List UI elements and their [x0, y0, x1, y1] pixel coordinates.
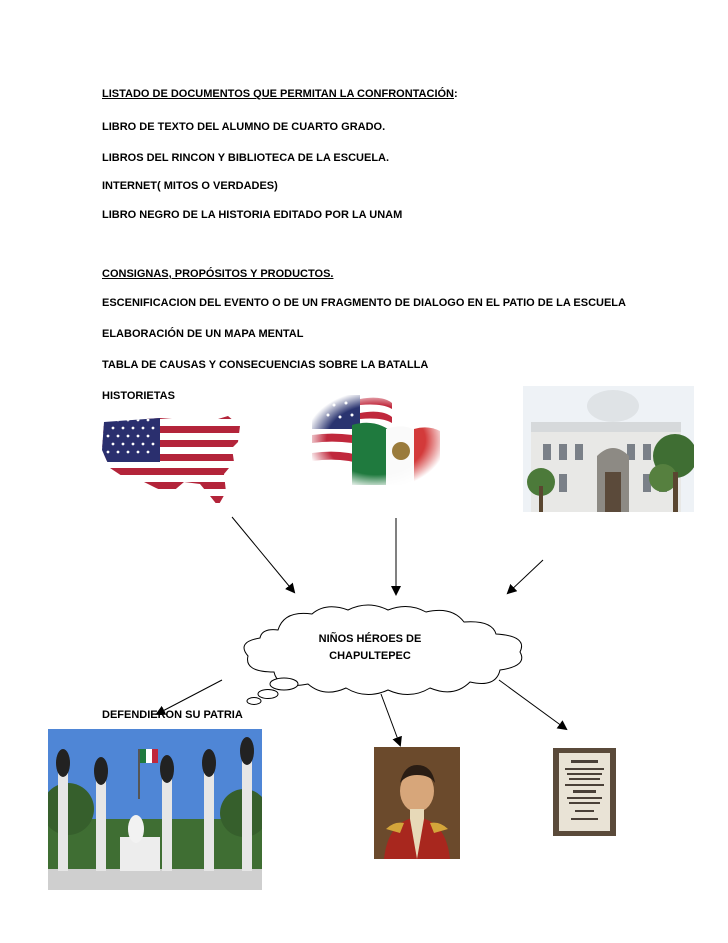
section2-item: HISTORIETAS — [102, 390, 175, 402]
center-line-1: NIÑOS HÉROES DE — [318, 633, 422, 645]
section2-item: ELABORACIÓN DE UN MAPA MENTAL — [102, 328, 304, 340]
old-document-image — [553, 748, 616, 836]
section2-item: TABLA DE CAUSAS Y CONSECUENCIAS SOBRE LA BATALLA — [102, 359, 429, 371]
section2-item: ESCENIFICACION DEL EVENTO O DE UN FRAGMENTO DE DIALOGO EN EL PATIO DE LA ESCUELA — [102, 297, 626, 309]
section1-item: LIBRO NEGRO DE LA HISTORIA EDITADO POR LA UNAM — [102, 209, 403, 221]
section1-item: LIBRO DE TEXTO DEL ALUMNO DE CUARTO GRADO. — [102, 121, 386, 133]
section1-heading-suffix: : — [454, 88, 458, 100]
diagram-center-label — [300, 631, 440, 665]
arrow-from-building — [508, 560, 543, 593]
military-portrait-image — [374, 747, 460, 859]
section1-item: INTERNET( MITOS O VERDADES) — [102, 180, 278, 192]
ninos-heroes-monument-image — [48, 729, 262, 890]
section1-item: LIBROS DEL RINCON Y BIBLIOTECA DE LA ESCUELA. — [102, 152, 390, 164]
center-line-2: CHAPULTEPEC — [329, 650, 411, 662]
arrow-from-usa-map — [232, 517, 294, 592]
diagram-left-label: DEFENDIERON SU PATRIA — [102, 709, 243, 721]
section1-heading-text: LISTADO DE DOCUMENTOS QUE PERMITAN LA CONFRONTACIÓN — [102, 88, 454, 100]
section2-heading: CONSIGNAS, PROPÓSITOS Y PRODUCTOS. — [102, 268, 334, 280]
